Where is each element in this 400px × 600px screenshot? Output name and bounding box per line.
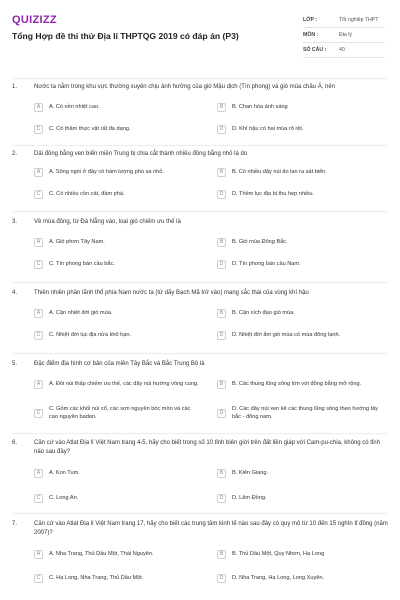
option-text: B. Kiên Giang. <box>232 469 269 476</box>
question-item <box>12 439 388 501</box>
option-letter: B <box>217 309 226 318</box>
question-header <box>12 439 388 457</box>
divider <box>12 353 388 354</box>
option-letter: C <box>34 494 43 503</box>
option-letter: A <box>34 238 43 247</box>
meta-value: Tốt nghiệp THPT <box>339 17 379 23</box>
question-text: Căn cứ vào Atlat Địa lí Việt Nam trang 17, hãy cho biết các trung tâm kinh tế nào sau đây có quy mô từ 10 đến 15 nghìn tỉ đồng (năm 2007)? <box>34 521 388 536</box>
option-text: D. Nha Trang, Hạ Long, Long Xuyên. <box>232 574 325 581</box>
page-title: Tổng Hợp đề thi thử Địa lí THPTQG 2019 có đáp án (P3) <box>12 31 239 41</box>
question-number: 7. <box>12 521 18 527</box>
question-item <box>12 218 388 267</box>
meta-value: Địa lý <box>339 32 352 38</box>
divider <box>12 211 388 212</box>
question-list <box>12 78 388 581</box>
option-c[interactable] <box>34 494 199 503</box>
option-d[interactable] <box>217 331 382 340</box>
option-text: C. Long An. <box>49 494 79 501</box>
question-item <box>12 289 388 338</box>
question-item <box>12 150 388 197</box>
option-letter: C <box>34 409 43 418</box>
meta-row-class <box>303 13 385 28</box>
question-item <box>12 83 388 132</box>
option-d[interactable] <box>217 260 382 269</box>
option-letter: D <box>217 409 226 418</box>
question-number: 1. <box>12 84 18 90</box>
question-number: 6. <box>12 440 18 446</box>
meta-row-subject <box>303 28 385 43</box>
option-text: D. Nhiệt đới ẩm gió mùa có mùa đông lạnh. <box>232 331 341 338</box>
option-letter: D <box>217 331 226 340</box>
option-letter: B <box>217 168 226 177</box>
option-text: B. Các thung lũng sông lớn với đồng bằng mở rộng. <box>232 380 362 387</box>
option-letter: B <box>217 469 226 478</box>
question-header <box>12 289 388 298</box>
option-text: A. Gió phơn Tây Nam. <box>49 238 105 245</box>
meta-key: MÔN : <box>303 32 319 38</box>
option-letter: A <box>34 550 43 559</box>
option-b[interactable] <box>217 309 382 318</box>
divider <box>12 513 388 514</box>
question-number: 4. <box>12 290 18 296</box>
option-b[interactable] <box>217 469 382 478</box>
option-c[interactable] <box>34 260 199 269</box>
option-text: B. Chan hòa ánh sáng <box>232 103 288 110</box>
option-text: B. Gió mùa Đông Bắc. <box>232 238 288 245</box>
option-text: A. Có nền nhiệt cao. <box>49 103 100 110</box>
option-a[interactable] <box>34 469 199 478</box>
option-a[interactable] <box>34 168 199 177</box>
option-text: A. Sông ngòi ở đây có hàm lượng phù sa nhỏ. <box>49 168 164 175</box>
meta-value: 40 <box>339 47 345 53</box>
option-d[interactable] <box>217 406 382 421</box>
question-header <box>12 150 388 159</box>
question-item <box>12 360 388 420</box>
option-text: D. Khí hậu có hai mùa rõ rệt. <box>232 125 304 132</box>
option-letter: D <box>217 125 226 134</box>
question-text: Đặc điểm địa hình cơ bản của miền Tây Bắc và Bắc Trung Bộ là <box>34 361 205 367</box>
option-a[interactable] <box>34 380 199 389</box>
option-d[interactable] <box>217 125 382 134</box>
option-letter: A <box>34 469 43 478</box>
option-c[interactable] <box>34 125 199 134</box>
question-number: 5. <box>12 361 18 367</box>
option-letter: A <box>34 380 43 389</box>
question-header <box>12 520 388 538</box>
option-text: C. Có nhiều cồn cát, đầm phá. <box>49 190 125 197</box>
question-text: Thiên nhiên phần lãnh thổ phía Nam nước ta (từ dãy Bạch Mã trở vào) mang sắc thái của vùng khí hậu <box>34 290 309 296</box>
option-letter: B <box>217 380 226 389</box>
option-letter: A <box>34 103 43 112</box>
option-letter: B <box>217 238 226 247</box>
option-letter: A <box>34 168 43 177</box>
option-letter: D <box>217 260 226 269</box>
question-header <box>12 360 388 369</box>
option-d[interactable] <box>217 494 382 503</box>
option-a[interactable] <box>34 238 199 247</box>
option-text: C. Nhiệt đới lục địa nửa khô hạn. <box>49 331 132 338</box>
option-letter: D <box>217 494 226 503</box>
question-number: 2. <box>12 151 18 157</box>
divider <box>12 433 388 434</box>
meta-row-count <box>303 43 385 58</box>
option-c[interactable] <box>34 331 199 340</box>
option-text: D. Thềm lục địa bị thu hẹp nhiều. <box>232 190 314 197</box>
meta-box <box>303 13 385 58</box>
option-d[interactable] <box>217 190 382 199</box>
option-text: C. Có thảm thực vật rất đa dạng. <box>49 125 131 132</box>
option-b[interactable] <box>217 380 382 389</box>
question-text: Nước ta nằm trong khu vực thường xuyên chịu ảnh hưởng của gió Mậu dịch (Tín phong) và gió mùa châu Á, nên <box>34 84 336 90</box>
option-letter: C <box>34 574 43 583</box>
option-a[interactable] <box>34 309 199 318</box>
option-letter: B <box>217 103 226 112</box>
option-d[interactable] <box>217 574 382 583</box>
option-letter: C <box>34 190 43 199</box>
question-text: Căn cứ vào Atlat Địa lí Việt Nam trang 4-5, hãy cho biết trong số 10 tỉnh biên giới trên đất liền giáp với Cam-pu-chia, không có tỉnh nào sau đây? <box>34 440 380 455</box>
option-b[interactable] <box>217 168 382 177</box>
option-a[interactable] <box>34 550 199 559</box>
option-text: B. Có nhiều dãy núi ăn lan ra sát biển. <box>232 168 327 175</box>
option-text: A. Cận nhiệt đới gió mùa. <box>49 309 113 316</box>
option-c[interactable] <box>34 406 199 421</box>
option-letter: D <box>217 574 226 583</box>
option-text: B. Cận xích đạo gió mùa. <box>232 309 295 316</box>
divider <box>12 282 388 283</box>
option-c[interactable] <box>34 190 199 199</box>
option-text: A. Đồi núi thấp chiếm ưu thế, các dãy núi hướng vòng cung. <box>49 380 199 387</box>
option-text: C. Gồm các khối núi cổ, các sơn nguyên bóc mòn và các cao nguyên badan. <box>49 406 191 420</box>
question-number: 3. <box>12 219 18 225</box>
question-header <box>12 218 388 227</box>
option-text: B. Thủ Dầu Một, Quy Nhơn, Hạ Long <box>232 550 325 557</box>
option-text: C. Tín phong bán cầu bắc. <box>49 260 115 267</box>
option-text: A. Kon Tum. <box>49 469 80 476</box>
question-item <box>12 520 388 581</box>
question-text: Dải đồng bằng ven biển miền Trung bị chia cắt thành nhiều đồng bằng nhỏ là do <box>34 151 248 157</box>
option-letter: C <box>34 331 43 340</box>
option-a[interactable] <box>34 103 199 112</box>
option-c[interactable] <box>34 574 199 583</box>
option-text: D. Lâm Đồng. <box>232 494 267 501</box>
option-text: D. Các dãy núi xen kẽ các thung lũng sông theo hướng tây bắc - đông nam. <box>232 406 379 420</box>
option-b[interactable] <box>217 103 382 112</box>
question-header <box>12 83 388 92</box>
option-text: D. Tín phong bán cầu Nam. <box>232 260 301 267</box>
option-letter: A <box>34 309 43 318</box>
question-text: Về mùa đông, từ Đà Nẵng vào, loại gió chiếm ưu thế là <box>34 219 181 225</box>
option-letter: D <box>217 190 226 199</box>
meta-key: SỐ CÂU : <box>303 47 327 53</box>
option-b[interactable] <box>217 550 382 559</box>
option-letter: C <box>34 260 43 269</box>
option-text: C. Hạ Long, Nha Trang, Thủ Dầu Một. <box>49 574 144 581</box>
quizizz-logo: QUIZIZZ <box>12 14 57 26</box>
meta-key: LỚP : <box>303 17 318 23</box>
divider <box>12 145 388 146</box>
option-text: A. Nha Trang, Thủ Dầu Một, Thái Nguyên. <box>49 550 154 557</box>
option-letter: B <box>217 550 226 559</box>
option-letter: C <box>34 125 43 134</box>
option-b[interactable] <box>217 238 382 247</box>
